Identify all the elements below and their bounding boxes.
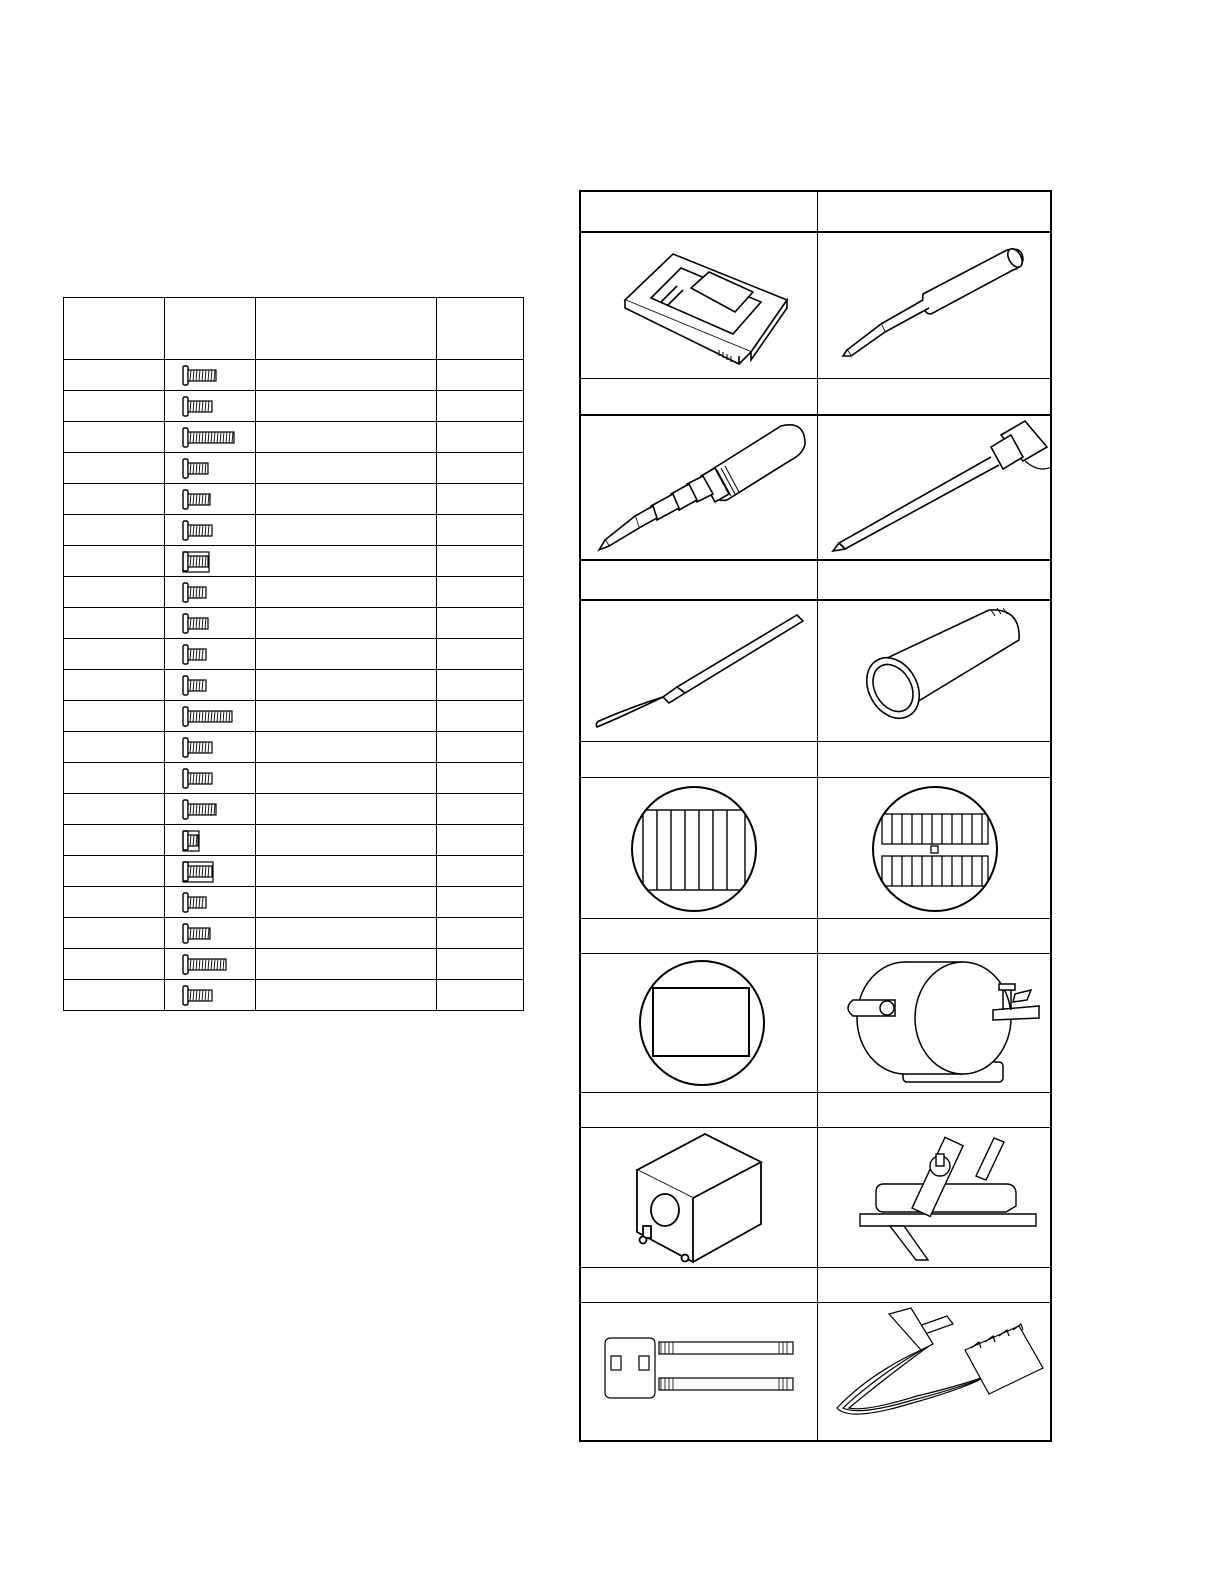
screw-shape-cell	[165, 422, 256, 453]
screw-shape-cell	[165, 887, 256, 918]
screw-part-name	[256, 949, 437, 980]
screw-part-name	[256, 887, 437, 918]
screw-icon	[182, 768, 228, 790]
screw-icon	[182, 799, 232, 821]
screw-icon	[182, 706, 248, 728]
screw-qty	[437, 484, 524, 515]
screw-table	[63, 297, 524, 1011]
screw-qty	[437, 763, 524, 794]
screw-no	[64, 453, 165, 484]
screw-icon	[182, 892, 222, 914]
screw-no	[64, 391, 165, 422]
screw-part-name	[256, 825, 437, 856]
screw-table-row	[64, 360, 524, 391]
screw-part-name	[256, 484, 437, 515]
row-divider	[581, 1302, 1050, 1303]
hook-tool-icon	[591, 607, 811, 737]
screw-part-name	[256, 391, 437, 422]
column-divider	[817, 192, 818, 1440]
screw-qty	[437, 546, 524, 577]
screw-table-header	[64, 298, 524, 360]
screw-no	[64, 949, 165, 980]
screw-qty	[437, 639, 524, 670]
screw-icon	[182, 396, 228, 418]
screw-no	[64, 701, 165, 732]
screw-table-row	[64, 670, 524, 701]
screw-qty	[437, 918, 524, 949]
screw-icon	[182, 365, 232, 387]
row-divider	[581, 741, 1050, 742]
screw-no	[64, 825, 165, 856]
screw-shape-cell	[165, 639, 256, 670]
screw-qty	[437, 949, 524, 980]
screw-qty	[437, 825, 524, 856]
screw-icon	[182, 675, 222, 697]
screwdriver-icon	[839, 244, 1029, 359]
screw-qty	[437, 794, 524, 825]
screw-qty	[437, 360, 524, 391]
screw-part-name	[256, 701, 437, 732]
screw-shape-cell	[165, 391, 256, 422]
screw-no	[64, 639, 165, 670]
screw-shape-cell	[165, 515, 256, 546]
screw-qty	[437, 732, 524, 763]
screw-icon	[182, 489, 226, 511]
screw-qty	[437, 856, 524, 887]
screw-shape-cell	[165, 794, 256, 825]
screw-qty	[437, 670, 524, 701]
screw-qty	[437, 608, 524, 639]
screw-shape-cell	[165, 360, 256, 391]
screw-table-row	[64, 422, 524, 453]
screw-icon	[182, 458, 224, 480]
screw-icon	[182, 985, 228, 1007]
screw-table-row	[64, 763, 524, 794]
screw-no	[64, 918, 165, 949]
light-box-icon	[631, 1132, 766, 1264]
row-divider	[581, 599, 1050, 601]
screw-part-name	[256, 980, 437, 1011]
header-no	[64, 298, 165, 360]
screw-shape-cell	[165, 453, 256, 484]
screw-no	[64, 546, 165, 577]
screw-table-row	[64, 577, 524, 608]
screw-icon	[182, 613, 224, 635]
screw-icon	[182, 923, 226, 945]
screw-qty	[437, 887, 524, 918]
screw-qty	[437, 422, 524, 453]
screw-part-name	[256, 794, 437, 825]
screw-no	[64, 422, 165, 453]
screw-shape-cell	[165, 763, 256, 794]
screw-part-name	[256, 422, 437, 453]
screw-shape-cell	[165, 980, 256, 1011]
cross-adjustment-jig-icon	[856, 1136, 1046, 1264]
screw-shape-cell	[165, 670, 256, 701]
screw-qty	[437, 701, 524, 732]
screw-table-row	[64, 732, 524, 763]
screw-shape-cell	[165, 732, 256, 763]
screw-no	[64, 515, 165, 546]
screw-part-name	[256, 608, 437, 639]
screw-table-row	[64, 546, 524, 577]
screw-part-name	[256, 453, 437, 484]
screw-table-row	[64, 918, 524, 949]
screw-shape-cell	[165, 546, 256, 577]
screw-no	[64, 484, 165, 515]
screw-qty	[437, 515, 524, 546]
screw-table-row	[64, 608, 524, 639]
row-divider	[581, 777, 1050, 778]
screw-part-name	[256, 577, 437, 608]
screw-table-row	[64, 887, 524, 918]
screw-table-row	[64, 701, 524, 732]
screw-shape-cell	[165, 701, 256, 732]
screw-table-row	[64, 856, 524, 887]
row-divider	[581, 918, 1050, 919]
screw-qty	[437, 391, 524, 422]
screw-table-row	[64, 484, 524, 515]
header-shape	[165, 298, 256, 360]
screw-no	[64, 360, 165, 391]
screw-no	[64, 980, 165, 1011]
screw-table-row	[64, 515, 524, 546]
header-part-name	[256, 298, 437, 360]
screw-part-name	[256, 360, 437, 391]
screw-part-name	[256, 670, 437, 701]
screw-shape-cell	[165, 918, 256, 949]
lens-cylinder-icon	[853, 602, 1033, 732]
row-divider	[581, 1127, 1050, 1128]
screw-table-row	[64, 825, 524, 856]
screw-qty	[437, 453, 524, 484]
screw-shape-cell	[165, 825, 256, 856]
screw-shape-cell	[165, 949, 256, 980]
screw-part-name	[256, 515, 437, 546]
screw-table-row	[64, 639, 524, 670]
torque-driver-icon	[591, 420, 811, 555]
header-qty	[437, 298, 524, 360]
screw-no	[64, 732, 165, 763]
washer-screw-icon	[182, 830, 214, 852]
row-divider	[581, 559, 1050, 561]
screw-qty	[437, 980, 524, 1011]
screw-icon	[182, 582, 222, 604]
screw-no	[64, 577, 165, 608]
row-divider	[581, 231, 1050, 233]
screw-part-name	[256, 732, 437, 763]
lens-holder-clamp-icon	[843, 954, 1053, 1094]
screw-part-name	[256, 546, 437, 577]
flat-cable-set-icon	[599, 1334, 799, 1418]
vertical-bar-chart-icon	[629, 784, 759, 914]
screw-no	[64, 670, 165, 701]
screw-icon	[182, 644, 222, 666]
washer-screw-icon	[182, 551, 224, 573]
cassette-tape-icon	[621, 242, 791, 372]
screw-shape-cell	[165, 856, 256, 887]
screw-icon	[182, 520, 228, 542]
row-divider	[581, 414, 1050, 416]
extension-harness-icon	[829, 1304, 1049, 1430]
screw-icon	[182, 954, 242, 976]
screw-part-name	[256, 639, 437, 670]
screw-no	[64, 794, 165, 825]
screw-qty	[437, 577, 524, 608]
screw-icon	[182, 737, 228, 759]
screw-no	[64, 856, 165, 887]
screw-shape-cell	[165, 484, 256, 515]
row-divider	[581, 1267, 1050, 1268]
screw-no	[64, 763, 165, 794]
screw-table-row	[64, 453, 524, 484]
split-bar-chart-icon	[870, 784, 1000, 914]
tool-grid	[579, 190, 1052, 1442]
hex-driver-bit-icon	[825, 417, 1053, 557]
screw-shape-cell	[165, 608, 256, 639]
screw-table-row	[64, 794, 524, 825]
screw-table-row	[64, 949, 524, 980]
screw-shape-cell	[165, 577, 256, 608]
screw-table-row	[64, 391, 524, 422]
screw-table-row	[64, 980, 524, 1011]
washer-screw-icon	[182, 861, 228, 883]
screw-no	[64, 608, 165, 639]
screw-icon	[182, 427, 250, 449]
row-divider	[581, 378, 1050, 379]
frame-chart-icon	[637, 958, 767, 1088]
screw-part-name	[256, 918, 437, 949]
screw-part-name	[256, 856, 437, 887]
screw-part-name	[256, 763, 437, 794]
screw-no	[64, 887, 165, 918]
